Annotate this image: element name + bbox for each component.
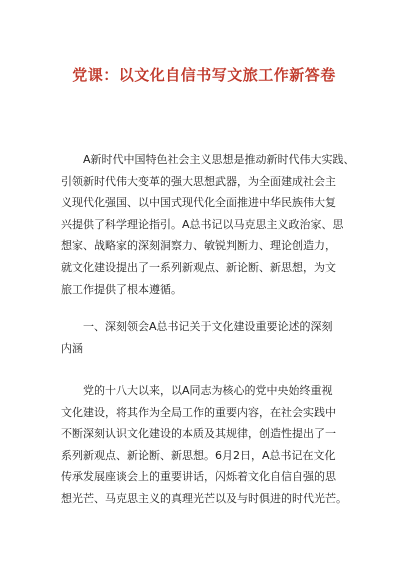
document-title: 党课：以文化自信书写文旅工作新答卷 (72, 66, 336, 84)
text-line: 兴提供了科学理论指引。A总书记以马克思主义政治家、思 (61, 217, 344, 231)
text-line: 引领新时代伟大变革的强大思想武器，为全面建成社会主 (61, 174, 336, 188)
text-line: 义现代化强国、以中国式现代化全面推进中华民族伟大复 (61, 196, 336, 210)
text-line: 想光芒、马克思主义的真理光芒以及与时俱进的时代光芒。 (61, 491, 347, 505)
text-line: 传承发展座谈会上的重要讲话，闪烁着文化自信自强的思 (61, 470, 336, 484)
text-line: A新时代中国特色社会主义思想是推动新时代伟大实践、 (61, 153, 355, 166)
text-line: 文化建设，将其作为全局工作的重要内容，在社会实践中 (61, 405, 336, 419)
paragraph-intro (61, 149, 361, 300)
text-line: 想家、战略家的深刻洞察力、敏锐判断力、理论创造力， (61, 239, 336, 253)
text-line: 系列新观点、新论断、新思想。6月2日，A总书记在文化 (61, 448, 336, 462)
text-line: 一、深刻领会A总书记关于文化建设重要论述的深刻 (61, 320, 333, 333)
text-line: 旅工作提供了根本遵循。 (61, 282, 182, 296)
text-line: 就文化建设提出了一系列新观点、新论断、新思想，为文 (61, 260, 336, 274)
section-heading (61, 316, 361, 359)
text-line: 内涵 (61, 341, 83, 355)
text-line: 不断深刻认识文化建设的本质及其规律，创造性提出了一 (61, 427, 336, 441)
text-line: 党的十八大以来，以A同志为核心的党中央始终重视 (61, 384, 333, 397)
paragraph-body (61, 380, 361, 510)
